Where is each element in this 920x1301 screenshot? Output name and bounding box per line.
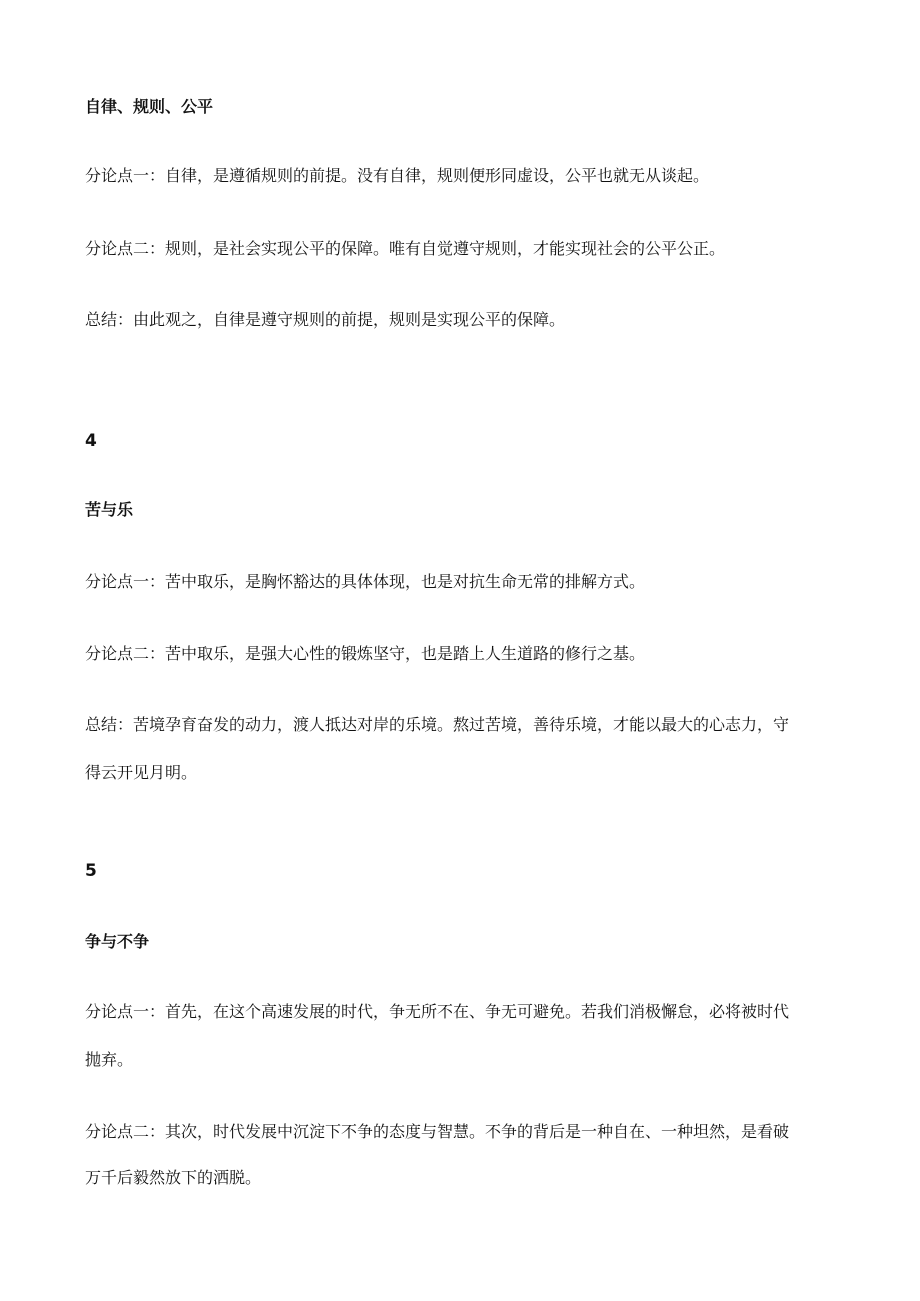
summary: 总结：由此观之，自律是遵守规则的前提，规则是实现公平的保障。 xyxy=(85,310,566,329)
sub-argument-one-line-1: 分论点一：首先，在这个高速发展的时代，争无所不在、争无可避免。若我们消极懈怠，必将被时代 xyxy=(85,1002,790,1021)
sub-argument-two: 分论点二：规则，是社会实现公平的保障。唯有自觉遵守规则，才能实现社会的公平公正。 xyxy=(85,239,726,258)
section-title: 苦与乐 xyxy=(85,500,134,519)
sub-argument-two-line-2: 万千后毅然放下的洒脱。 xyxy=(85,1168,262,1187)
section-number: 4 xyxy=(85,431,97,451)
summary-line-2: 得云开见月明。 xyxy=(85,763,198,782)
sub-argument-two: 分论点二：苦中取乐，是强大心性的锻炼坚守，也是踏上人生道路的修行之基。 xyxy=(85,644,646,663)
section-title: 争与不争 xyxy=(85,932,150,951)
sub-argument-one: 分论点一：自律，是遵循规则的前提。没有自律，规则便形同虚设，公平也就无从谈起。 xyxy=(85,166,710,185)
sub-argument-one: 分论点一：苦中取乐，是胸怀豁达的具体体现，也是对抗生命无常的排解方式。 xyxy=(85,572,646,591)
section-title: 自律、规则、公平 xyxy=(85,97,214,116)
section-number: 5 xyxy=(85,861,97,881)
sub-argument-one-line-2: 抛弃。 xyxy=(85,1050,134,1069)
summary-line-1: 总结：苦境孕育奋发的动力，渡人抵达对岸的乐境。熬过苦境，善待乐境，才能以最大的心志力，守 xyxy=(85,715,790,734)
sub-argument-two-line-1: 分论点二：其次，时代发展中沉淀下不争的态度与智慧。不争的背后是一种自在、一种坦然，是看破 xyxy=(85,1122,790,1141)
